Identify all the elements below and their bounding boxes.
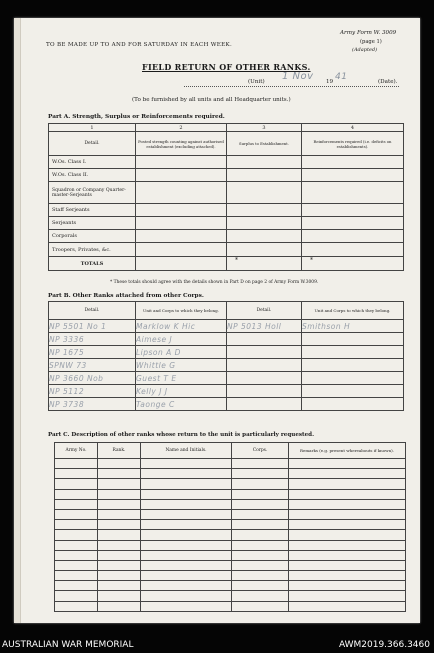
row-label-corporals: Corporals	[49, 230, 136, 243]
footer-accession-number: AWM2019.366.3460	[338, 640, 430, 650]
blank-cell	[232, 479, 289, 489]
footer-institution: AUSTRALIAN WAR MEMORIAL	[2, 640, 134, 650]
row-label-privates: Troopers, Privates, &c.	[49, 243, 136, 257]
row-label-cqms: Squadron or Company Quarter-master-Serjeants	[49, 182, 136, 204]
blank-cell	[289, 520, 406, 530]
blank-cell	[232, 469, 289, 479]
blank-cell	[55, 601, 98, 611]
blank-cell	[55, 479, 98, 489]
table-row	[55, 469, 406, 479]
blank-cell	[141, 509, 232, 519]
blank-cell	[289, 459, 406, 469]
blank-cell	[55, 509, 98, 519]
army-form-number: Army Form W. 3009	[340, 30, 397, 36]
blank-cell	[289, 550, 406, 560]
blank-cell	[98, 520, 141, 530]
table-row	[55, 591, 406, 601]
unit-label: (Unit)	[248, 79, 265, 85]
blank-cell	[141, 591, 232, 601]
blank-cell	[141, 581, 232, 591]
hw-unit: Whittle G	[136, 359, 227, 372]
part-c-remarks-header: Remarks (e.g. present whereabouts if known).	[289, 443, 406, 459]
table-row	[55, 540, 406, 550]
blank-cell	[55, 550, 98, 560]
table-row	[49, 333, 404, 346]
part-a-table	[48, 123, 404, 271]
blank-cell	[289, 530, 406, 540]
blank-cell	[98, 560, 141, 570]
blank-cell	[141, 571, 232, 581]
blank-cell	[98, 509, 141, 519]
date-label: (Date).	[378, 79, 398, 85]
hw-unit: Lipson A D	[136, 346, 227, 359]
part-c-army-no-header: Army No.	[55, 443, 98, 459]
blank-cell	[98, 591, 141, 601]
table-row	[55, 479, 406, 489]
blank-cell	[55, 489, 98, 499]
col-num-3: 3	[227, 124, 302, 132]
blank-cell	[232, 489, 289, 499]
paper-edge	[14, 18, 21, 623]
blank-cell	[55, 591, 98, 601]
hw-unit: Marklow K Hic	[136, 320, 227, 333]
col-header-detail: Detail.	[49, 132, 136, 156]
blank-cell	[55, 499, 98, 509]
blank-cell	[232, 560, 289, 570]
blank-cell	[141, 469, 232, 479]
part-c-rank-header: Rank.	[98, 443, 141, 459]
totals-surplus-star: *	[227, 257, 302, 271]
blank-cell	[141, 459, 232, 469]
blank-cell	[232, 499, 289, 509]
blank-cell	[232, 509, 289, 519]
part-c-table	[54, 442, 406, 612]
blank-cell	[141, 601, 232, 611]
blank-cell	[98, 530, 141, 540]
blank-cell	[289, 489, 406, 499]
made-up-instruction: TO BE MADE UP TO AND FOR SATURDAY IN EACH WEEK.	[46, 42, 233, 48]
table-row	[55, 489, 406, 499]
blank-cell	[232, 601, 289, 611]
blank-cell	[289, 601, 406, 611]
blank-cell	[289, 591, 406, 601]
row-label-serjeants: Serjeants	[49, 217, 136, 230]
table-row	[55, 550, 406, 560]
handwritten-year: 41	[335, 72, 348, 82]
col-num-1: 1	[49, 124, 136, 132]
blank-cell	[232, 550, 289, 560]
blank-cell	[232, 571, 289, 581]
blank-cell	[289, 509, 406, 519]
footer-bar	[0, 637, 434, 653]
blank-cell	[55, 469, 98, 479]
hw-unit-2: Smithson H	[302, 320, 404, 333]
part-b-detail-header: Detail.	[49, 302, 136, 320]
hw-detail: SPNW 73	[49, 359, 136, 372]
col-num-2: 2	[136, 124, 227, 132]
totals-note: * These totals should agree with the details shown in Part D on page 2 of Army Form W.3009.	[110, 280, 319, 285]
hw-unit: Taonge C	[136, 398, 227, 411]
blank-cell	[55, 520, 98, 530]
blank-cell	[141, 520, 232, 530]
blank-cell	[289, 499, 406, 509]
totals-reinf-star: *	[302, 257, 404, 271]
blank-cell	[289, 581, 406, 591]
part-b-table	[48, 301, 404, 411]
hw-detail: NP 3336	[49, 333, 136, 346]
blank-cell	[232, 591, 289, 601]
table-row	[49, 398, 404, 411]
part-b-title: Part B. Other Ranks attached from other Corps.	[48, 293, 204, 299]
table-row	[55, 509, 406, 519]
part-c-title: Part C. Description of other ranks whose return to the unit is particularly requested.	[48, 432, 315, 438]
blank-cell	[98, 459, 141, 469]
hw-detail-2: NP 5013 Holl	[227, 320, 302, 333]
blank-cell	[55, 560, 98, 570]
part-c-name-header: Name and Initials.	[141, 443, 232, 459]
blank-cell	[232, 520, 289, 530]
blank-cell	[141, 550, 232, 560]
part-c-corps-header: Corps.	[232, 443, 289, 459]
blank-cell	[98, 469, 141, 479]
table-row	[55, 571, 406, 581]
row-label-wo2: W.Os. Class II.	[49, 169, 136, 182]
row-label-wo1: W.Os. Class I.	[49, 156, 136, 169]
table-row	[49, 372, 404, 385]
table-row	[49, 359, 404, 372]
table-row	[49, 346, 404, 359]
blank-cell	[55, 581, 98, 591]
blank-cell	[141, 479, 232, 489]
table-row	[49, 320, 404, 333]
totals-posted	[136, 257, 227, 271]
furnished-instruction: (To be furnished by all units and all Headquarter units.)	[132, 97, 291, 103]
hw-detail: NP 1675	[49, 346, 136, 359]
part-b-detail2-header: Detail.	[227, 302, 302, 320]
col-header-posted: Posted strength counting against authorised establishment (excluding attached).	[136, 132, 227, 156]
col-header-surplus: Surplus to Establishment.	[227, 132, 302, 156]
blank-cell	[55, 571, 98, 581]
blank-cell	[232, 530, 289, 540]
table-row	[49, 385, 404, 398]
table-row	[55, 499, 406, 509]
hw-detail: NP 3738	[49, 398, 136, 411]
blank-cell	[289, 469, 406, 479]
blank-cell	[98, 540, 141, 550]
blank-cell	[141, 560, 232, 570]
blank-cell	[98, 601, 141, 611]
col-header-reinforcements: Reinforcements required (i.e. deficits on establishments).	[302, 132, 404, 156]
part-b-unit2-header: Unit and Corps to which they belong.	[302, 302, 404, 320]
blank-cell	[55, 540, 98, 550]
blank-cell	[289, 571, 406, 581]
table-row	[55, 520, 406, 530]
table-row	[55, 581, 406, 591]
blank-cell	[232, 581, 289, 591]
blank-cell	[98, 550, 141, 560]
blank-cell	[55, 530, 98, 540]
hw-unit: Guest T E	[136, 372, 227, 385]
hw-detail: NP 5112	[49, 385, 136, 398]
blank-cell	[232, 459, 289, 469]
hw-detail: NP 3660 Nob	[49, 372, 136, 385]
blank-cell	[289, 560, 406, 570]
blank-cell	[141, 540, 232, 550]
blank-cell	[289, 540, 406, 550]
blank-cell	[98, 571, 141, 581]
blank-cell	[141, 489, 232, 499]
handwritten-date: 1 Nov	[282, 71, 314, 82]
page-number: (page 1)	[360, 39, 382, 45]
blank-cell	[98, 489, 141, 499]
hw-unit: Aimese J	[136, 333, 227, 346]
blank-cell	[289, 479, 406, 489]
table-row	[55, 530, 406, 540]
totals-label: TOTALS	[49, 257, 136, 271]
blank-cell	[98, 499, 141, 509]
hw-detail: NP 5501 No 1	[49, 320, 136, 333]
part-a-title: Part A. Strength, Surplus or Reinforcements required.	[48, 114, 225, 120]
year-prefix: 19	[326, 79, 334, 85]
blank-cell	[98, 479, 141, 489]
unit-line	[184, 86, 399, 87]
row-label-staff-serjeants: Staff Serjeants	[49, 204, 136, 217]
table-row	[55, 459, 406, 469]
blank-cell	[141, 530, 232, 540]
form-title: FIELD RETURN OF OTHER RANKS.	[142, 62, 311, 72]
blank-cell	[141, 499, 232, 509]
table-row	[55, 560, 406, 570]
hw-unit: Kelly J J	[136, 385, 227, 398]
adapted-note: (Adapted)	[352, 47, 378, 53]
blank-cell	[232, 540, 289, 550]
blank-cell	[98, 581, 141, 591]
col-num-4: 4	[302, 124, 404, 132]
part-b-unit-header: Unit and Corps to which they belong.	[136, 302, 227, 320]
blank-cell	[55, 459, 98, 469]
table-row	[55, 601, 406, 611]
